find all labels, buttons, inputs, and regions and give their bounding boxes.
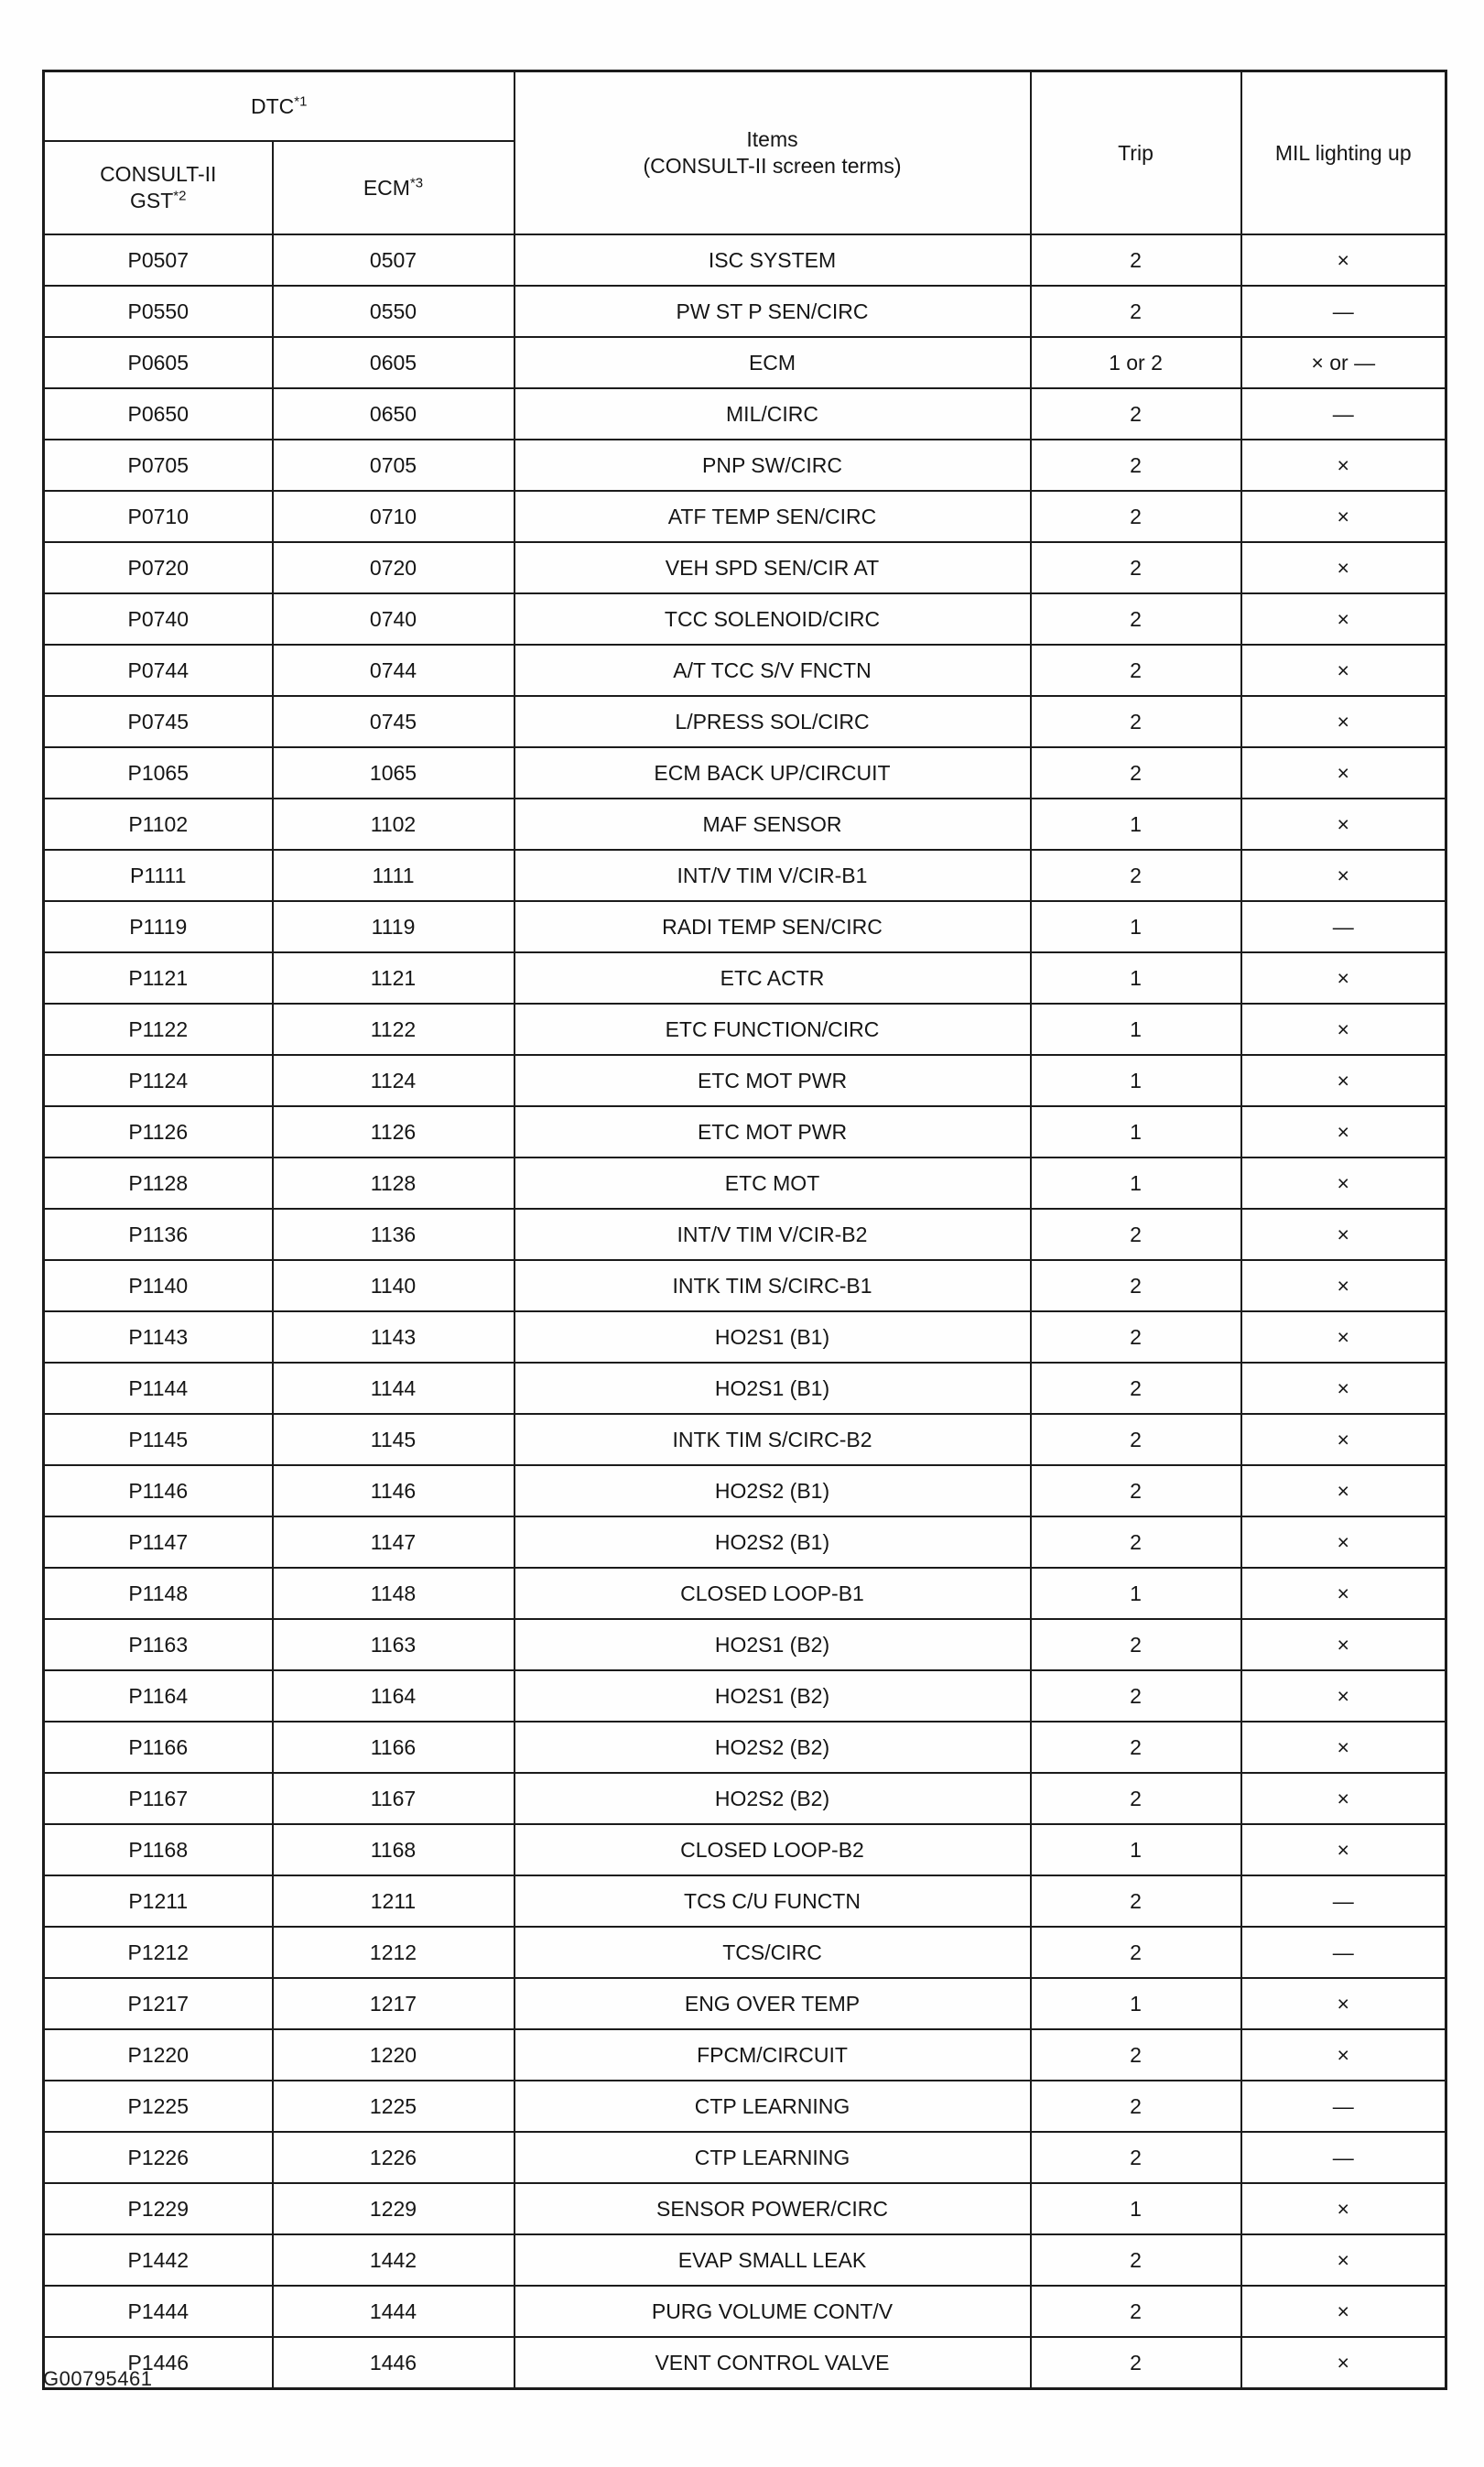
table-row — [44, 491, 1446, 542]
cell-consult-gst-code: P1065 — [44, 747, 273, 799]
cell-consult-gst-code: P0705 — [44, 440, 273, 491]
cell-ecm-code: 1124 — [273, 1055, 515, 1106]
cell-trip: 2 — [1031, 2286, 1241, 2337]
cell-consult-gst-code: P1147 — [44, 1516, 273, 1568]
header-consult-line1: CONSULT-II — [100, 162, 217, 187]
cell-consult-gst-code: P0744 — [44, 645, 273, 696]
cell-item: HO2S1 (B2) — [515, 1619, 1031, 1670]
cell-consult-gst-code: P1166 — [44, 1722, 273, 1773]
table-row — [44, 1978, 1446, 2029]
cell-consult-gst-code: P0550 — [44, 286, 273, 337]
cell-mil: × — [1241, 1414, 1446, 1465]
table-row — [44, 2286, 1446, 2337]
cell-mil: — — [1241, 2081, 1446, 2132]
cell-mil: × — [1241, 1363, 1446, 1414]
cell-mil: × — [1241, 1055, 1446, 1106]
header-mil: MIL lighting up — [1241, 71, 1446, 235]
cell-consult-gst-code: P1136 — [44, 1209, 273, 1260]
cell-consult-gst-code: P1211 — [44, 1875, 273, 1927]
table-row — [44, 388, 1446, 440]
cell-ecm-code: 0744 — [273, 645, 515, 696]
cell-consult-gst-code: P1164 — [44, 1670, 273, 1722]
cell-trip: 2 — [1031, 2337, 1241, 2389]
cell-mil: × — [1241, 1209, 1446, 1260]
cell-ecm-code: 1229 — [273, 2183, 515, 2234]
cell-trip: 2 — [1031, 2234, 1241, 2286]
cell-ecm-code: 1065 — [273, 747, 515, 799]
cell-trip: 2 — [1031, 1670, 1241, 1722]
cell-item: ETC ACTR — [515, 952, 1031, 1004]
cell-item: ISC SYSTEM — [515, 234, 1031, 286]
cell-consult-gst-code: P1145 — [44, 1414, 273, 1465]
cell-mil: × — [1241, 1004, 1446, 1055]
cell-consult-gst-code: P1168 — [44, 1824, 273, 1875]
cell-trip: 1 — [1031, 1106, 1241, 1157]
cell-ecm-code: 0745 — [273, 696, 515, 747]
table-row — [44, 1927, 1446, 1978]
table-row — [44, 1670, 1446, 1722]
table-row — [44, 286, 1446, 337]
header-dtc-footnote: *1 — [294, 92, 308, 109]
cell-trip: 1 or 2 — [1031, 337, 1241, 388]
cell-mil: × — [1241, 1465, 1446, 1516]
table-row — [44, 1722, 1446, 1773]
cell-mil: × — [1241, 1824, 1446, 1875]
cell-ecm-code: 0720 — [273, 542, 515, 593]
cell-ecm-code: 1167 — [273, 1773, 515, 1824]
cell-ecm-code: 1225 — [273, 2081, 515, 2132]
cell-trip: 2 — [1031, 593, 1241, 645]
cell-consult-gst-code: P1143 — [44, 1311, 273, 1363]
cell-mil: — — [1241, 1875, 1446, 1927]
cell-mil: × — [1241, 1978, 1446, 2029]
table-row — [44, 1414, 1446, 1465]
cell-ecm-code: 1122 — [273, 1004, 515, 1055]
cell-item: ETC MOT — [515, 1157, 1031, 1209]
header-items-line2: (CONSULT-II screen terms) — [643, 154, 902, 178]
cell-mil: × — [1241, 1516, 1446, 1568]
header-consult-gst — [44, 141, 273, 234]
cell-item: INTK TIM S/CIRC-B1 — [515, 1260, 1031, 1311]
cell-mil: × — [1241, 1311, 1446, 1363]
header-trip: Trip — [1031, 71, 1241, 235]
cell-ecm-code: 0705 — [273, 440, 515, 491]
cell-item: MIL/CIRC — [515, 388, 1031, 440]
cell-mil: — — [1241, 2132, 1446, 2183]
cell-item: EVAP SMALL LEAK — [515, 2234, 1031, 2286]
table-row — [44, 952, 1446, 1004]
dtc-table — [42, 70, 1447, 2390]
cell-consult-gst-code: P1128 — [44, 1157, 273, 1209]
cell-consult-gst-code: P1121 — [44, 952, 273, 1004]
cell-consult-gst-code: P0710 — [44, 491, 273, 542]
table-row — [44, 1311, 1446, 1363]
table-row — [44, 2183, 1446, 2234]
cell-consult-gst-code: P1102 — [44, 799, 273, 850]
cell-consult-gst-code: P0650 — [44, 388, 273, 440]
table-row — [44, 1209, 1446, 1260]
cell-ecm-code: 1220 — [273, 2029, 515, 2081]
cell-trip: 2 — [1031, 2132, 1241, 2183]
cell-consult-gst-code: P1144 — [44, 1363, 273, 1414]
table-row — [44, 1055, 1446, 1106]
cell-mil: × — [1241, 1722, 1446, 1773]
cell-ecm-code: 1136 — [273, 1209, 515, 1260]
cell-ecm-code: 1211 — [273, 1875, 515, 1927]
cell-item: ATF TEMP SEN/CIRC — [515, 491, 1031, 542]
header-consult-line2 — [45, 188, 272, 214]
cell-item: CTP LEARNING — [515, 2081, 1031, 2132]
table-row — [44, 645, 1446, 696]
cell-trip: 2 — [1031, 491, 1241, 542]
cell-ecm-code: 1442 — [273, 2234, 515, 2286]
cell-ecm-code: 1147 — [273, 1516, 515, 1568]
table-row — [44, 799, 1446, 850]
cell-mil: — — [1241, 1927, 1446, 1978]
cell-consult-gst-code: P0745 — [44, 696, 273, 747]
table-row — [44, 1773, 1446, 1824]
cell-trip: 1 — [1031, 1978, 1241, 2029]
header-ecm — [273, 141, 515, 234]
header-items — [515, 71, 1031, 235]
cell-item: INT/V TIM V/CIR-B2 — [515, 1209, 1031, 1260]
cell-item: CTP LEARNING — [515, 2132, 1031, 2183]
cell-mil: × — [1241, 747, 1446, 799]
cell-item: RADI TEMP SEN/CIRC — [515, 901, 1031, 952]
cell-consult-gst-code: P1126 — [44, 1106, 273, 1157]
cell-item: HO2S1 (B1) — [515, 1363, 1031, 1414]
cell-trip: 1 — [1031, 2183, 1241, 2234]
cell-mil: × — [1241, 645, 1446, 696]
table-row — [44, 1619, 1446, 1670]
cell-consult-gst-code: P1212 — [44, 1927, 273, 1978]
cell-mil: × — [1241, 491, 1446, 542]
cell-ecm-code: 1144 — [273, 1363, 515, 1414]
table-row — [44, 440, 1446, 491]
table-row — [44, 901, 1446, 952]
cell-item: VENT CONTROL VALVE — [515, 2337, 1031, 2389]
cell-consult-gst-code: P0507 — [44, 234, 273, 286]
cell-trip: 2 — [1031, 1927, 1241, 1978]
cell-mil: × — [1241, 850, 1446, 901]
cell-item: ETC MOT PWR — [515, 1055, 1031, 1106]
cell-item: HO2S2 (B1) — [515, 1465, 1031, 1516]
cell-mil: × — [1241, 2286, 1446, 2337]
cell-ecm-code: 1212 — [273, 1927, 515, 1978]
table-row — [44, 1516, 1446, 1568]
cell-consult-gst-code: P1442 — [44, 2234, 273, 2286]
cell-item: TCC SOLENOID/CIRC — [515, 593, 1031, 645]
cell-ecm-code: 0507 — [273, 234, 515, 286]
cell-item: TCS C/U FUNCTN — [515, 1875, 1031, 1927]
cell-trip: 1 — [1031, 799, 1241, 850]
cell-trip: 1 — [1031, 1824, 1241, 1875]
cell-item: ENG OVER TEMP — [515, 1978, 1031, 2029]
cell-mil: — — [1241, 286, 1446, 337]
table-row — [44, 1465, 1446, 1516]
cell-trip: 2 — [1031, 1260, 1241, 1311]
cell-ecm-code: 0605 — [273, 337, 515, 388]
cell-mil: × — [1241, 2234, 1446, 2286]
cell-item: PNP SW/CIRC — [515, 440, 1031, 491]
cell-ecm-code: 1146 — [273, 1465, 515, 1516]
cell-ecm-code: 1128 — [273, 1157, 515, 1209]
cell-mil: × — [1241, 1670, 1446, 1722]
cell-trip: 2 — [1031, 1311, 1241, 1363]
table-row — [44, 2081, 1446, 2132]
cell-ecm-code: 1226 — [273, 2132, 515, 2183]
header-ecm-footnote: *3 — [409, 174, 424, 190]
cell-trip: 2 — [1031, 1722, 1241, 1773]
cell-ecm-code: 1444 — [273, 2286, 515, 2337]
cell-item: PURG VOLUME CONT/V — [515, 2286, 1031, 2337]
cell-ecm-code: 0710 — [273, 491, 515, 542]
cell-ecm-code: 1126 — [273, 1106, 515, 1157]
cell-mil: × — [1241, 2029, 1446, 2081]
cell-trip: 1 — [1031, 1004, 1241, 1055]
cell-consult-gst-code: P1163 — [44, 1619, 273, 1670]
cell-consult-gst-code: P1217 — [44, 1978, 273, 2029]
cell-trip: 2 — [1031, 234, 1241, 286]
cell-ecm-code: 1119 — [273, 901, 515, 952]
cell-trip: 1 — [1031, 1157, 1241, 1209]
cell-mil: × — [1241, 1773, 1446, 1824]
cell-mil: × — [1241, 1260, 1446, 1311]
cell-trip: 2 — [1031, 1773, 1241, 1824]
cell-trip: 1 — [1031, 901, 1241, 952]
cell-consult-gst-code: P1148 — [44, 1568, 273, 1619]
cell-trip: 2 — [1031, 850, 1241, 901]
cell-consult-gst-code: P1220 — [44, 2029, 273, 2081]
table-row — [44, 696, 1446, 747]
cell-consult-gst-code: P1140 — [44, 1260, 273, 1311]
header-ecm-label: ECM — [363, 175, 410, 200]
cell-trip: 2 — [1031, 286, 1241, 337]
cell-item: HO2S1 (B1) — [515, 1311, 1031, 1363]
cell-ecm-code: 1145 — [273, 1414, 515, 1465]
cell-consult-gst-code: P1124 — [44, 1055, 273, 1106]
cell-mil: × — [1241, 2337, 1446, 2389]
cell-trip: 2 — [1031, 2029, 1241, 2081]
cell-mil: × — [1241, 1157, 1446, 1209]
cell-consult-gst-code: P1225 — [44, 2081, 273, 2132]
table-row — [44, 337, 1446, 388]
table-row — [44, 1875, 1446, 1927]
cell-ecm-code: 0650 — [273, 388, 515, 440]
header-dtc — [44, 71, 515, 142]
table-row — [44, 1824, 1446, 1875]
cell-trip: 2 — [1031, 2081, 1241, 2132]
cell-mil: × — [1241, 799, 1446, 850]
cell-ecm-code: 0550 — [273, 286, 515, 337]
cell-trip: 2 — [1031, 696, 1241, 747]
cell-trip: 2 — [1031, 1363, 1241, 1414]
cell-item: HO2S2 (B1) — [515, 1516, 1031, 1568]
cell-ecm-code: 1217 — [273, 1978, 515, 2029]
cell-mil: × — [1241, 2183, 1446, 2234]
cell-ecm-code: 1164 — [273, 1670, 515, 1722]
cell-ecm-code: 1111 — [273, 850, 515, 901]
cell-item: SENSOR POWER/CIRC — [515, 2183, 1031, 2234]
cell-trip: 1 — [1031, 952, 1241, 1004]
cell-consult-gst-code: P1229 — [44, 2183, 273, 2234]
header-gst-label: GST — [130, 189, 174, 212]
cell-trip: 2 — [1031, 747, 1241, 799]
header-items-line1: Items — [746, 127, 798, 152]
cell-item: L/PRESS SOL/CIRC — [515, 696, 1031, 747]
cell-consult-gst-code: P1226 — [44, 2132, 273, 2183]
table-row — [44, 1157, 1446, 1209]
cell-mil: × — [1241, 1106, 1446, 1157]
cell-mil: × — [1241, 1568, 1446, 1619]
cell-trip: 2 — [1031, 1619, 1241, 1670]
table-row — [44, 1568, 1446, 1619]
cell-trip: 2 — [1031, 388, 1241, 440]
cell-consult-gst-code: P1111 — [44, 850, 273, 901]
cell-mil: × — [1241, 593, 1446, 645]
cell-item: PW ST P SEN/CIRC — [515, 286, 1031, 337]
cell-consult-gst-code: P1119 — [44, 901, 273, 952]
cell-consult-gst-code: P1167 — [44, 1773, 273, 1824]
cell-consult-gst-code: P0740 — [44, 593, 273, 645]
cell-item: CLOSED LOOP-B1 — [515, 1568, 1031, 1619]
cell-consult-gst-code: P0720 — [44, 542, 273, 593]
cell-trip: 2 — [1031, 645, 1241, 696]
table-row — [44, 1106, 1446, 1157]
cell-mil: — — [1241, 388, 1446, 440]
cell-consult-gst-code: P1146 — [44, 1465, 273, 1516]
cell-mil: × — [1241, 696, 1446, 747]
cell-ecm-code: 1143 — [273, 1311, 515, 1363]
cell-consult-gst-code: P1446 — [44, 2337, 273, 2389]
cell-item: VEH SPD SEN/CIR AT — [515, 542, 1031, 593]
cell-item: MAF SENSOR — [515, 799, 1031, 850]
cell-trip: 2 — [1031, 1209, 1241, 1260]
cell-mil: × — [1241, 952, 1446, 1004]
cell-mil: — — [1241, 901, 1446, 952]
table-row — [44, 234, 1446, 286]
figure-id: G00795461 — [43, 2367, 153, 2390]
cell-trip: 1 — [1031, 1055, 1241, 1106]
cell-ecm-code: 1166 — [273, 1722, 515, 1773]
cell-item: HO2S2 (B2) — [515, 1722, 1031, 1773]
cell-trip: 2 — [1031, 440, 1241, 491]
cell-trip: 2 — [1031, 1465, 1241, 1516]
cell-consult-gst-code: P1444 — [44, 2286, 273, 2337]
cell-ecm-code: 1102 — [273, 799, 515, 850]
header-dtc-label: DTC — [251, 93, 295, 118]
cell-item: ECM — [515, 337, 1031, 388]
cell-consult-gst-code: P0605 — [44, 337, 273, 388]
cell-item: INT/V TIM V/CIR-B1 — [515, 850, 1031, 901]
header-gst-footnote: *2 — [173, 188, 187, 204]
cell-ecm-code: 1446 — [273, 2337, 515, 2389]
cell-item: TCS/CIRC — [515, 1927, 1031, 1978]
table-row — [44, 2132, 1446, 2183]
cell-mil: × — [1241, 542, 1446, 593]
cell-ecm-code: 1148 — [273, 1568, 515, 1619]
cell-trip: 2 — [1031, 1875, 1241, 1927]
cell-trip: 2 — [1031, 1516, 1241, 1568]
table-row — [44, 542, 1446, 593]
cell-ecm-code: 0740 — [273, 593, 515, 645]
table-row — [44, 1004, 1446, 1055]
table-row — [44, 747, 1446, 799]
table-row — [44, 2029, 1446, 2081]
dtc-table-body — [44, 234, 1446, 2389]
cell-item: INTK TIM S/CIRC-B2 — [515, 1414, 1031, 1465]
table-row — [44, 593, 1446, 645]
cell-trip: 2 — [1031, 542, 1241, 593]
cell-item: HO2S1 (B2) — [515, 1670, 1031, 1722]
table-row — [44, 1363, 1446, 1414]
cell-trip: 1 — [1031, 1568, 1241, 1619]
cell-item: ETC FUNCTION/CIRC — [515, 1004, 1031, 1055]
cell-ecm-code: 1121 — [273, 952, 515, 1004]
cell-trip: 2 — [1031, 1414, 1241, 1465]
cell-ecm-code: 1140 — [273, 1260, 515, 1311]
table-row — [44, 2337, 1446, 2389]
cell-item: CLOSED LOOP-B2 — [515, 1824, 1031, 1875]
cell-item: ETC MOT PWR — [515, 1106, 1031, 1157]
table-row — [44, 1260, 1446, 1311]
cell-item: A/T TCC S/V FNCTN — [515, 645, 1031, 696]
table-row — [44, 2234, 1446, 2286]
cell-item: HO2S2 (B2) — [515, 1773, 1031, 1824]
cell-mil: × — [1241, 1619, 1446, 1670]
cell-mil: × or — — [1241, 337, 1446, 388]
cell-item: FPCM/CIRCUIT — [515, 2029, 1031, 2081]
cell-ecm-code: 1163 — [273, 1619, 515, 1670]
cell-ecm-code: 1168 — [273, 1824, 515, 1875]
cell-mil: × — [1241, 234, 1446, 286]
cell-item: ECM BACK UP/CIRCUIT — [515, 747, 1031, 799]
cell-mil: × — [1241, 440, 1446, 491]
cell-consult-gst-code: P1122 — [44, 1004, 273, 1055]
table-row — [44, 850, 1446, 901]
